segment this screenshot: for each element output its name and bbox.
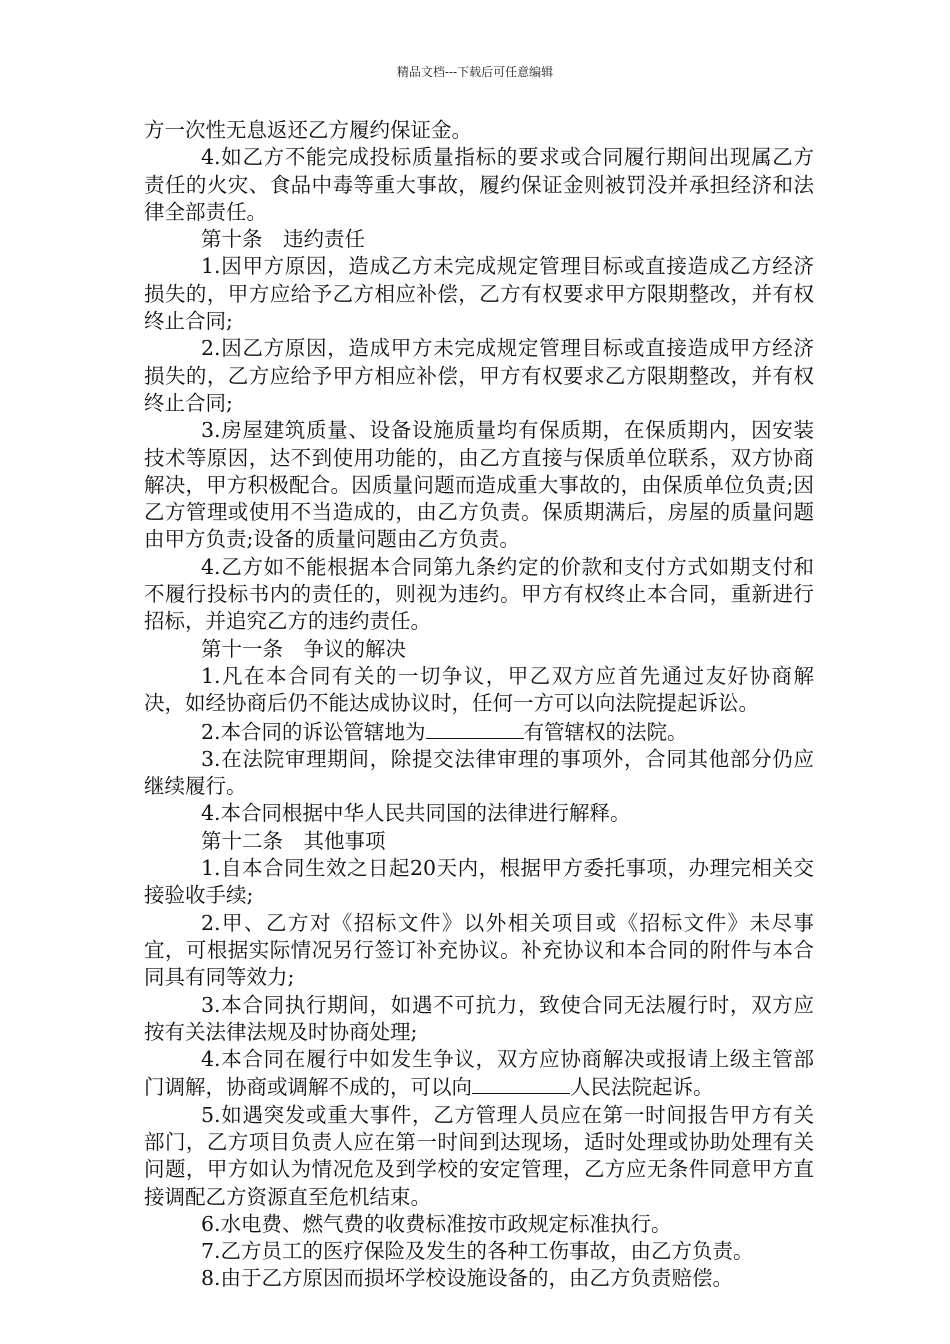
paragraph: 4.本合同根据中华人民共同国的法律进行解释。 — [201, 801, 631, 826]
section-heading: 第十二条 其他事项 — [201, 828, 386, 853]
paragraph — [144, 718, 814, 746]
paragraph: 2.因乙方原因，造成甲方未完成规定管理目标或直接造成甲方经济损失的，乙方应给予甲方相应补偿，甲方有权要求乙方限期整改，并有权终止合同; — [144, 336, 814, 415]
paragraph: 6.水电费、燃气费的收费标准按市政规定标准执行。 — [201, 1211, 672, 1236]
fill-in-blank — [426, 718, 524, 739]
paragraph-text: 有管辖权的法院。 — [523, 719, 688, 744]
paragraph: 1.因甲方原因，造成乙方未完成规定管理目标或直接造成乙方经济损失的，甲方应给予乙方相应补偿，乙方有权要求甲方限期整改，并有权终止合同; — [144, 254, 814, 334]
paragraph-text: 2.本合同的诉讼管辖地为 — [201, 719, 426, 744]
paragraph: 3.在法院审理期间，除提交法律审理的事项外，合同其他部分仍应继续履行。 — [144, 746, 814, 799]
paragraph: 7.乙方员工的医疗保险及发生的各种工伤事故，由乙方负责。 — [201, 1239, 754, 1264]
fill-in-blank — [472, 1073, 570, 1094]
paragraph: 3.房屋建筑质量、设备设施质量均有保质期，在保质期内，因安装技术等原因，达不到使用功能的，由乙方直接与保质单位联系，双方协商解决，甲方积极配合。因质量问题而造成重大事故的，由保质单位负责;因乙方管理或使用不当造成的，由乙方负责。保质期满后，房屋的质量问题由甲方负责;设备的质量问题由乙方负责。 — [144, 418, 814, 552]
section-heading: 第十一条 争议的解决 — [201, 636, 406, 661]
paragraph: 3.本合同执行期间，如遇不可抗力，致使合同无法履行时，双方应按有关法律法规及时协商处理; — [144, 992, 814, 1044]
paragraph: 5.如遇突发或重大事件，乙方管理人员应在第一时间报告甲方有关部门，乙方项目负责人应在第一时间到达现场，适时处理或协助处理有关问题，甲方如认为情况危及到学校的安定管理，乙方应无条件同意甲方直接调配乙方资源直至危机结束。 — [144, 1102, 814, 1209]
paragraph: 4.乙方如不能根据本合同第九条约定的价款和支付方式如期支付和不履行投标书内的责任的，则视为违约。甲方有权终止本合同，重新进行招标，并追究乙方的违约责任。 — [144, 554, 814, 634]
paragraph: 2.甲、乙方对《招标文件》以外相关项目或《招标文件》未尽事宜，可根据实际情况另行签订补充协议。补充协议和本合同的附件与本合同具有同等效力; — [144, 910, 814, 990]
paragraph: 1.凡在本合同有关的一切争议，甲乙双方应首先通过友好协商解决，如经协商后仍不能达成协议时，任何一方可以向法院提起诉讼。 — [144, 663, 814, 716]
paragraph: 方一次性无息返还乙方履约保证金。 — [144, 118, 472, 142]
section-heading: 第十条 违约责任 — [201, 227, 365, 252]
paragraph-text: 人民法院起诉。 — [570, 1075, 714, 1100]
page-header: 精品文档---下载后可任意编辑 — [396, 65, 554, 79]
paragraph: 8.由于乙方原因而损坏学校设施设备的，由乙方负责赔偿。 — [201, 1266, 734, 1291]
document-body — [144, 117, 814, 1293]
paragraph-text: 4.本合同在履行中如发生争议，双方应协商解决或报请上级主管部门调解，协商或调解不成的，可以向 — [144, 1047, 814, 1100]
paragraph: 1.自本合同生效之日起20天内，根据甲方委托事项，办理完相关交接验收手续; — [144, 856, 814, 908]
paragraph: 4.如乙方不能完成投标质量指标的要求或合同履行期间出现属乙方责任的火灾、食品中毒等重大事故，履约保证金则被罚没并承担经济和法律全部责任。 — [144, 145, 814, 224]
paragraph — [144, 1046, 814, 1102]
